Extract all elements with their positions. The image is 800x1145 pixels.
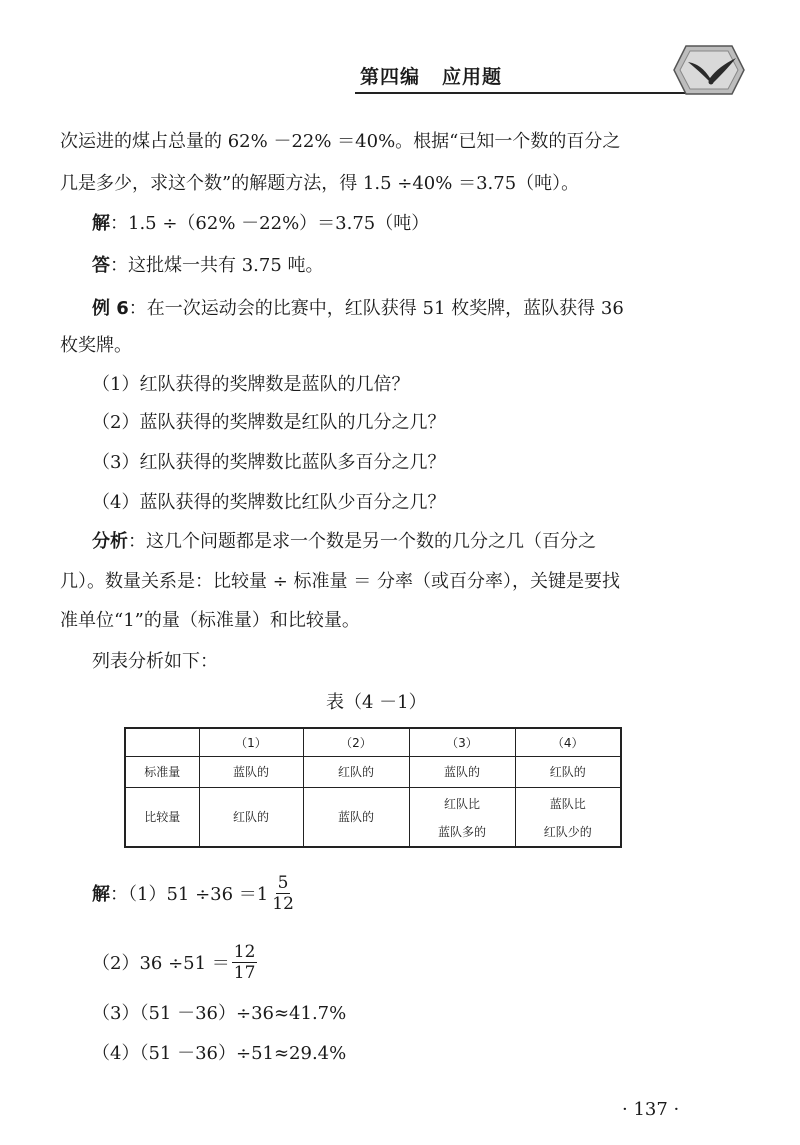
table-cell: 红队的: [199, 787, 303, 847]
table-header-cell: （3）: [409, 728, 515, 756]
header-rule: [355, 92, 691, 94]
da-label: 答: [92, 255, 110, 276]
cell-line: 红队比: [443, 796, 480, 811]
table-header-row: [125, 728, 621, 756]
analysis-text: ：这几个问题都是求一个数是另一个数的几分之几（百分之: [128, 531, 596, 552]
fraction-numerator: 12: [233, 941, 256, 962]
table-intro: 列表分析如下：: [92, 651, 218, 672]
da-text: ：这批煤一共有 3.75 吨。: [110, 255, 324, 276]
question-3: （3）红队获得的奖牌数比蓝队多百分之几？: [92, 452, 446, 473]
solution-label: 解: [92, 884, 110, 905]
table-caption: 表（4 －1）: [326, 692, 427, 713]
fraction-12-17: [232, 942, 258, 983]
cell-line: 蓝队比: [549, 796, 586, 811]
cell-line: 红队少的: [543, 824, 592, 839]
row-label-standard: 标准量: [125, 756, 199, 787]
header-chapter: 第四编: [360, 66, 421, 88]
analysis-table: [124, 727, 622, 848]
solution-2-prefix: （2）36 ÷51 ＝: [92, 953, 230, 974]
paragraph-line-2: 几是多少，求这个数”的解题方法，得 1.5 ÷40% ＝3.75（吨）。: [60, 173, 580, 194]
table-cell: 红队的: [515, 756, 621, 787]
analysis-line-3: 准单位“1”的量（标准量）和比较量。: [60, 610, 360, 631]
solution-step-3: （3）（51 －36）÷36≈41.7%: [92, 1003, 347, 1024]
table-header-cell: （4）: [515, 728, 621, 756]
answer-line: [92, 254, 324, 278]
table-cell: 蓝队的: [199, 756, 303, 787]
solution-1-prefix: ：（1）51 ÷36 ＝1: [110, 884, 269, 905]
example-cont: 枚奖牌。: [60, 335, 132, 356]
analysis-line-2: 几）。数量关系是：比较量 ÷ 标准量 ＝ 分率（或百分率），关键是要找: [60, 571, 620, 592]
table-header-cell: （1）: [199, 728, 303, 756]
page-number: · 137 ·: [622, 1099, 680, 1120]
analysis-line-1: [92, 530, 596, 554]
table-cell: 红队的: [303, 756, 409, 787]
bird-hexagon-emblem-icon: [672, 42, 746, 98]
table-row-standard: [125, 756, 621, 787]
table-cell: 蓝队的: [409, 756, 515, 787]
table-cell: [409, 787, 515, 847]
table-row-compare: [125, 787, 621, 847]
cell-line: 蓝队多的: [437, 824, 486, 839]
jie-text: ：1.5 ÷（62% －22%）＝3.75（吨）: [110, 213, 430, 234]
fraction-denominator: 12: [272, 893, 294, 914]
question-1: （1）红队获得的奖牌数是蓝队的几倍？: [92, 374, 410, 395]
paragraph-line-1: 次运进的煤占总量的 62% －22% ＝40%。根据“已知一个数的百分之: [60, 131, 621, 152]
page-header-title: [360, 62, 580, 89]
solution-step-1: [92, 868, 296, 918]
table-header-cell: （2）: [303, 728, 409, 756]
solution-step-4: （4）（51 －36）÷51≈29.4%: [92, 1043, 347, 1064]
fraction-numerator: 5: [277, 872, 289, 893]
example-text: ：在一次运动会的比赛中，红队获得 51 枚奖牌，蓝队获得 36: [128, 298, 624, 319]
question-4: （4）蓝队获得的奖牌数比红队少百分之几？: [92, 492, 446, 513]
header-section: 应用题: [442, 66, 503, 88]
table-cell: 蓝队的: [303, 787, 409, 847]
solution-step-2: [92, 937, 257, 987]
table-cell: [515, 787, 621, 847]
question-2: （2）蓝队获得的奖牌数是红队的几分之几？: [92, 412, 446, 433]
example-label: 例 6: [92, 298, 129, 319]
fraction-denominator: 17: [233, 962, 256, 983]
example-line: [92, 297, 624, 321]
jie-label: 解: [92, 213, 110, 234]
solution-line-1: [92, 212, 429, 236]
table-header-cell: [125, 728, 199, 756]
row-label-compare: 比较量: [125, 787, 199, 847]
fraction-5-12: [270, 873, 296, 914]
analysis-label: 分析: [92, 531, 128, 552]
